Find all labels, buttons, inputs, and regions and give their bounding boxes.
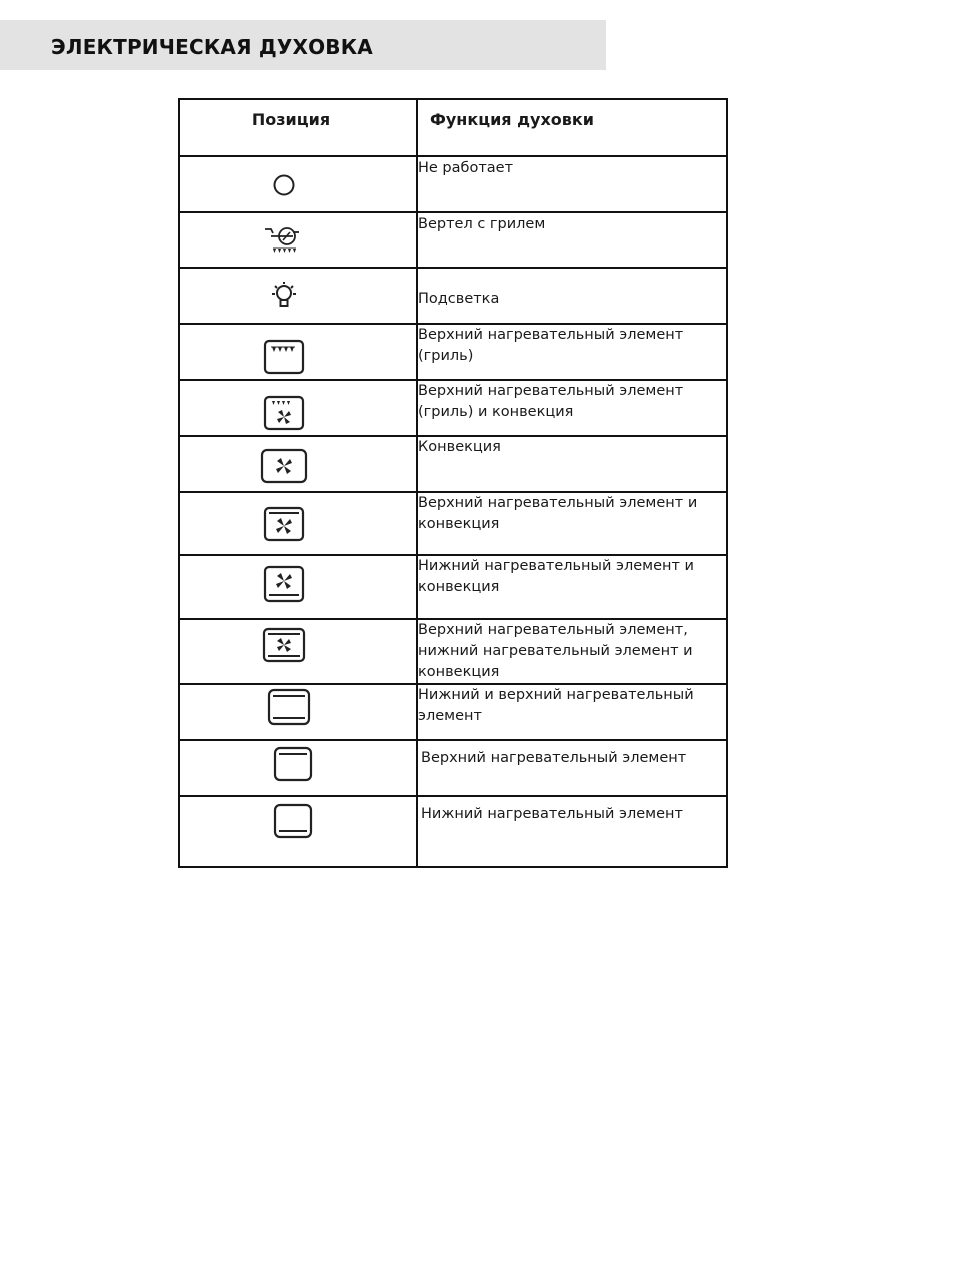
table-row [179, 436, 727, 492]
function-cell: Нижний и верхний нагревательный элемент [417, 684, 727, 740]
position-cell [179, 268, 417, 324]
page-title: ЭЛЕКТРИЧЕСКАЯ ДУХОВКА [51, 35, 373, 59]
position-cell [179, 212, 417, 268]
table-row [179, 796, 727, 867]
table-row [179, 740, 727, 796]
header-position: Позиция [179, 99, 417, 156]
table-header-row [179, 99, 727, 156]
off-circle-icon [272, 173, 296, 197]
top-heat-fan-icon [263, 506, 305, 542]
oven-functions-table [178, 98, 728, 868]
table-row [179, 492, 727, 555]
rotisserie-grill-icon [263, 223, 305, 259]
function-cell: Верхний нагревательный элемент [417, 740, 727, 796]
top-bottom-heat-icon [267, 688, 311, 726]
top-grill-icon [263, 339, 305, 375]
function-cell: Верхний нагревательный элемент и конвекция [417, 492, 727, 555]
table-row [179, 268, 727, 324]
table-row [179, 684, 727, 740]
position-cell [179, 492, 417, 555]
table-row [179, 324, 727, 380]
grill-fan-icon [263, 395, 305, 431]
function-cell: Верхний нагревательный элемент (гриль) [417, 324, 727, 380]
position-cell [179, 380, 417, 436]
function-cell: Верхний нагревательный элемент, нижний нагревательный элемент и конвекция [417, 619, 727, 684]
table-row [179, 156, 727, 212]
position-cell [179, 156, 417, 212]
function-cell: Нижний нагревательный элемент и конвекция [417, 555, 727, 619]
position-cell [179, 436, 417, 492]
table-row [179, 555, 727, 619]
function-cell: Конвекция [417, 436, 727, 492]
position-cell [179, 555, 417, 619]
fan-icon [260, 448, 308, 484]
function-cell: Вертел с грилем [417, 212, 727, 268]
table-row [179, 380, 727, 436]
function-cell: Подсветка [417, 268, 727, 324]
position-cell [179, 619, 417, 684]
position-cell [179, 324, 417, 380]
function-cell: Нижний нагревательный элемент [417, 796, 727, 867]
top-heat-icon [273, 746, 313, 782]
function-cell: Не работает [417, 156, 727, 212]
bottom-heat-fan-icon [263, 565, 305, 603]
header-function: Функция духовки [417, 99, 727, 156]
table-row [179, 212, 727, 268]
function-cell: Верхний нагревательный элемент (гриль) и конвекция [417, 380, 727, 436]
top-bottom-heat-fan-icon [262, 627, 306, 663]
position-cell [179, 684, 417, 740]
position-cell [179, 740, 417, 796]
position-cell [179, 796, 417, 867]
bottom-heat-icon [273, 803, 313, 839]
lamp-icon [271, 281, 297, 309]
table-row [179, 619, 727, 684]
